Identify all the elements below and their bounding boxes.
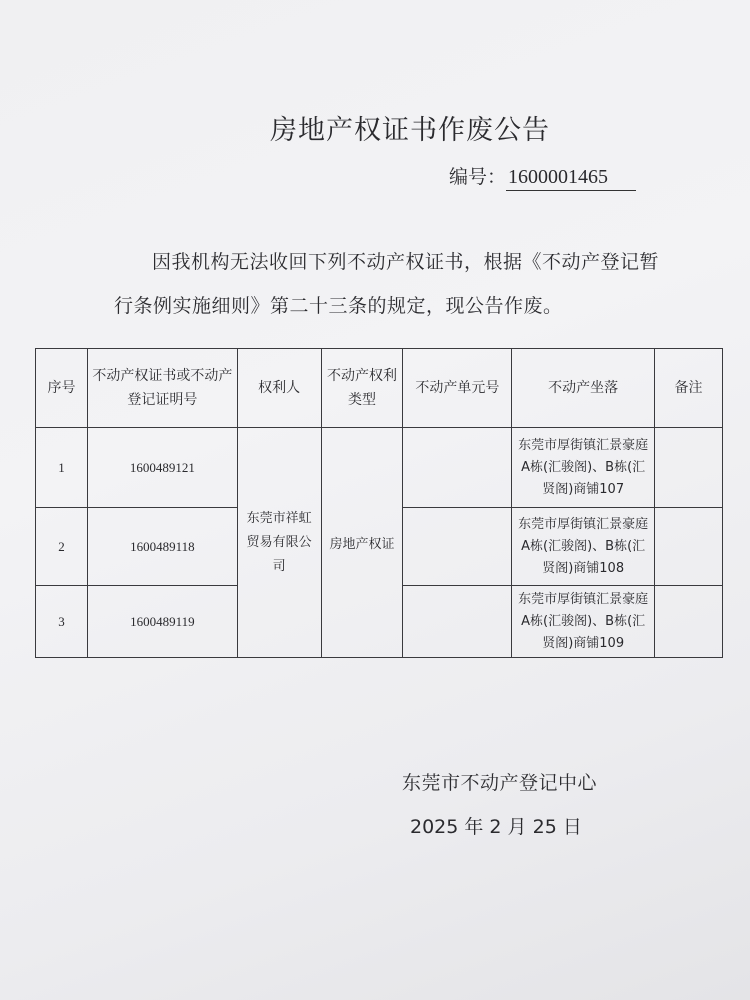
row-unit-no — [403, 428, 512, 508]
header-location: 不动产坐落 — [512, 349, 655, 428]
header-remark: 备注 — [655, 349, 723, 428]
document-number-value: 1600001465 — [506, 166, 636, 191]
row-location: 东莞市厚街镇汇景豪庭A栋(汇骏阁)、B栋(汇贤阁)商铺108 — [512, 508, 655, 586]
owner-cell: 东莞市祥虹贸易有限公司 — [237, 428, 321, 658]
table-row — [36, 428, 723, 508]
row-seq: 3 — [36, 586, 88, 658]
row-unit-no — [403, 586, 512, 658]
issue-date: 2025 年 2 月 25 日 — [410, 816, 582, 838]
table-header-row — [36, 349, 723, 428]
document-number-label: 编号： — [449, 166, 507, 188]
notice-body: 因我机构无法收回下列不动产权证书，根据《不动产登记暂行条例实施细则》第二十三条的规定，现公告作废。 — [114, 251, 660, 317]
row-seq: 1 — [36, 428, 88, 508]
issuer-name: 东莞市不动产登记中心 — [402, 772, 598, 794]
header-owner: 权利人 — [237, 349, 321, 428]
header-right-type: 不动产权利类型 — [321, 349, 403, 428]
row-unit-no — [403, 508, 512, 586]
certificate-table — [35, 348, 723, 658]
document-title: 房地产权证书作废公告 — [270, 115, 550, 146]
row-location: 东莞市厚街镇汇景豪庭A栋(汇骏阁)、B栋(汇贤阁)商铺109 — [512, 586, 655, 658]
header-seq: 序号 — [36, 349, 88, 428]
header-cert: 不动产权证书或不动产登记证明号 — [87, 349, 237, 428]
row-seq: 2 — [36, 508, 88, 586]
row-cert: 1600489119 — [87, 586, 237, 658]
row-remark — [655, 428, 723, 508]
row-location: 东莞市厚街镇汇景豪庭A栋(汇骏阁)、B栋(汇贤阁)商铺107 — [512, 428, 655, 508]
row-remark — [655, 586, 723, 658]
row-cert: 1600489121 — [87, 428, 237, 508]
row-cert: 1600489118 — [87, 508, 237, 586]
document-number — [449, 162, 636, 191]
row-remark — [655, 508, 723, 586]
header-unit-no: 不动产单元号 — [403, 349, 512, 428]
right-type-cell: 房地产权证 — [321, 428, 403, 658]
